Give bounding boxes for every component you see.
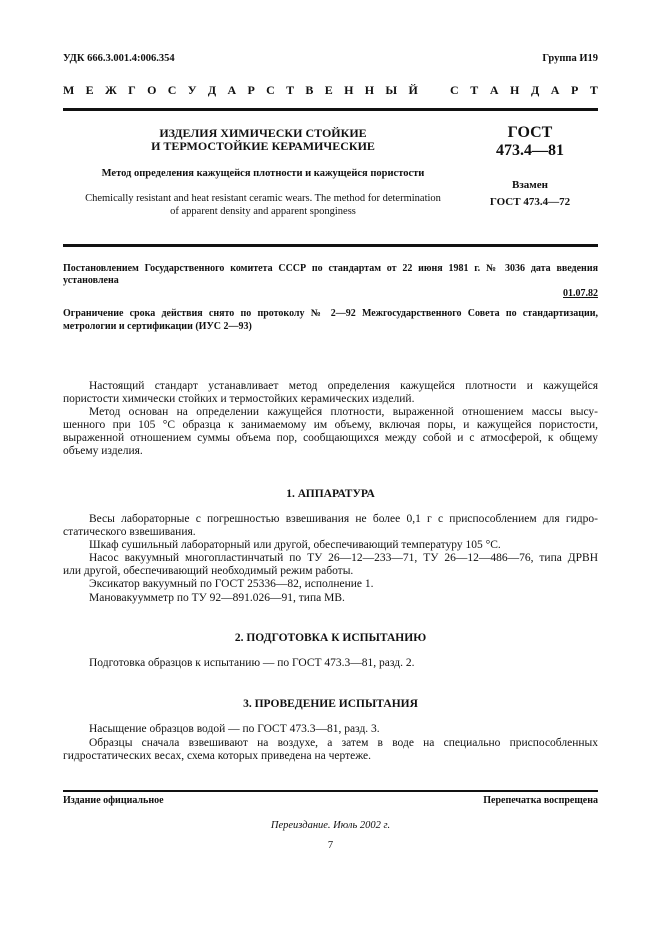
decree-line-2: установлена — [63, 275, 119, 286]
reprint-prohibited: Перепечатка воспрещена — [483, 795, 598, 806]
banner-letter: Ы — [385, 83, 398, 97]
banner-letter: Р — [571, 83, 579, 97]
replaces-label: Взамен — [512, 179, 548, 191]
section-1-heading: 1. АППАРАТУРА — [286, 488, 375, 500]
replaces-standard: ГОСТ 473.4—72 — [489, 196, 571, 208]
english-title-2: of apparent density and apparent sponginess — [170, 206, 356, 217]
section-3-line: Образцы сначала взвешивают на воздухе, а затем в воде на специально приспособленных — [89, 737, 598, 749]
banner-letter: М — [63, 83, 75, 97]
footer-rule — [63, 790, 598, 792]
section-1-line: Насос вакуумный многопластинчатый по ТУ 26—12—233—71, ТУ 26—12—486—76, типа ДРВН — [89, 552, 598, 564]
subtitle: Метод определения кажущейся плотности и кажущейся пористости — [101, 168, 425, 179]
intro-p2-line: Метод основан на определении кажущейся плотности, выраженной отношением массы высу- — [89, 406, 598, 418]
section-1-line: статического взвешивания. — [63, 526, 196, 538]
banner-letter: В — [305, 83, 314, 97]
banner-letter: Н — [364, 83, 375, 97]
banner-word-2 — [450, 84, 598, 97]
banner-letter: Д — [207, 83, 217, 97]
banner-letter: С — [266, 83, 275, 97]
section-1-line: Шкаф сушильный лабораторный или другой, обеспечивающий температуру 105 °С. — [89, 539, 501, 551]
banner-letter: Й — [408, 83, 418, 97]
official-edition: Издание официальное — [63, 795, 164, 806]
banner-letter: Д — [530, 83, 540, 97]
banner-letter: С — [167, 83, 177, 97]
reissue-note: Переиздание. Июль 2002 г. — [270, 820, 391, 831]
intro-p1-line: пористости химически стойких и термостойких керамических изделий. — [63, 393, 415, 405]
banner-letter: Р — [247, 83, 255, 97]
top-rule — [63, 108, 598, 111]
section-1-line: или другой, обеспечивающий необходимый режим работы. — [63, 565, 354, 577]
group-code: Группа И19 — [542, 53, 598, 64]
banner-letter: А — [550, 83, 560, 97]
banner-letter: О — [147, 83, 157, 97]
intro-p2-line: шенного при 105 °С образца к занимаемому им объему, включая поры, и кажущейся пористости, — [63, 419, 598, 431]
header-rule — [63, 244, 598, 247]
intro-p1-line: Настоящий стандарт устанавливает метод определения кажущейся плотности и кажущейся — [89, 380, 598, 392]
gost-label: ГОСТ — [507, 124, 553, 141]
banner-letter: Е — [324, 83, 333, 97]
banner-letter: Г — [128, 83, 136, 97]
banner-letter: С — [450, 83, 459, 97]
limit-line-1: Ограничение срока действия снято по протоколу № 2—92 Межгосударственного Совета по стандартизации, — [63, 308, 598, 319]
intro-p2-line: объему изделия. — [63, 445, 143, 457]
banner-letter: Н — [510, 83, 520, 97]
banner-letter: Ж — [104, 83, 117, 97]
english-title-1: Chemically resistant and heat resistant ceramic wears. The method for determination — [85, 193, 441, 204]
decree-line-1: Постановлением Государственного комитета СССР по стандартам от 22 июня 1981 г. № 3036 дата введения — [63, 263, 598, 274]
limit-line-2: метрологии и сертификации (ИУС 2—93) — [63, 321, 252, 332]
section-3-line: гидростатических весах, схема которых приведена на чертеже. — [63, 750, 372, 762]
interstate-standard-banner — [63, 84, 598, 97]
banner-letter: А — [227, 83, 237, 97]
page-number: 7 — [327, 840, 334, 851]
section-1-line: Весы лабораторные с погрешностью взвешивания не более 0,1 г с приспособлением для гидро- — [89, 513, 598, 525]
title-line-2: И ТЕРМОСТОЙКИЕ КЕРАМИЧЕСКИЕ — [151, 139, 375, 153]
section-3-line: Насыщение образцов водой — по ГОСТ 473.3—81, разд. 3. — [89, 723, 380, 735]
intro-p2-line: выраженной отношением суммы объема пор, сообщающихся между собой и с атмосферой, к общему — [63, 432, 598, 444]
banner-letter: Е — [85, 83, 94, 97]
banner-letter: Т — [286, 83, 295, 97]
udc-code: УДК 666.3.001.4:006.354 — [63, 53, 175, 64]
banner-letter: Н — [344, 83, 354, 97]
section-2-heading: 2. ПОДГОТОВКА К ИСПЫТАНИЮ — [234, 632, 427, 644]
section-1-line: Мановакуумметр по ТУ 92—891.026—91, типа МВ. — [89, 592, 345, 604]
section-1-line: Эксикатор вакуумный по ГОСТ 25336—82, исполнение 1. — [89, 578, 374, 590]
section-2-line: Подготовка образцов к испытанию — по ГОСТ 473.3—81, разд. 2. — [89, 657, 415, 669]
banner-letter: У — [187, 83, 197, 97]
title-line-1: ИЗДЕЛИЯ ХИМИЧЕСКИ СТОЙКИЕ — [159, 126, 367, 140]
effective-date: 01.07.82 — [563, 288, 598, 299]
gost-number: 473.4—81 — [496, 142, 564, 159]
section-3-heading: 3. ПРОВЕДЕНИЕ ИСПЫТАНИЯ — [243, 698, 418, 710]
banner-word-1 — [63, 84, 418, 97]
banner-letter: Т — [470, 83, 479, 97]
banner-letter: А — [489, 83, 499, 97]
banner-letter: Т — [589, 83, 598, 97]
